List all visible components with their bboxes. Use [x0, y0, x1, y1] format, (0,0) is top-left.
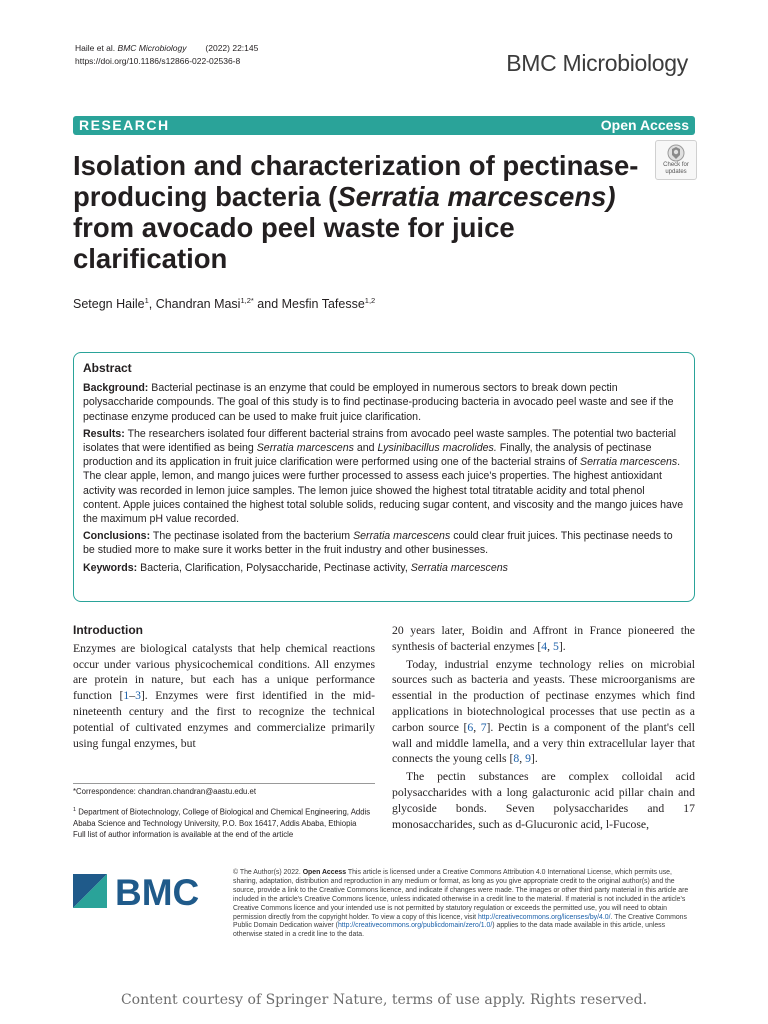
- paragraph-text: ,: [473, 720, 481, 734]
- check-updates-line1: Check for: [663, 162, 689, 168]
- background-text: Bacterial pectinase is an enzyme that could be employed in numerous sectors to break down pectin polysaccharide compounds. The goal of this study is to find pectinase-producing bacteria in avocado peel waste and see if the pectinase enzyme produced can be used to make fruit juice clarification.: [83, 382, 674, 423]
- conclusions-text: The pectinase isolated from the bacterium: [152, 530, 354, 543]
- body-paragraph: [392, 623, 695, 655]
- check-for-updates-button[interactable]: [655, 140, 697, 180]
- author-list: [73, 296, 375, 311]
- license-link[interactable]: http://creativecommons.org/licenses/by/4.0/: [477, 913, 611, 921]
- paragraph-text: ].: [530, 752, 538, 766]
- bmc-logo[interactable]: [73, 872, 213, 912]
- body-paragraph: The pectin substances are complex colloidal acid polysaccharides with a long galacturonic acid pillar chain and glycoside bonds. Seven polysaccharides and 17 monosaccharides, such as d-Glucuronic acid, l-Fucose,: [392, 770, 695, 831]
- reference-link[interactable]: 9: [525, 752, 531, 766]
- abstract-heading: Abstract: [83, 361, 132, 375]
- body-column-right: [392, 623, 695, 832]
- author-affiliation-sup: 1,2*: [240, 296, 254, 305]
- paragraph-text: ]. Pectin is a component of the plant's cell wall and middle lamella, and a very thin extracellular layer that connects the young cells [: [392, 720, 695, 766]
- results-text: The researchers isolated four different bacterial strains from avocado peel waste samples. The potential two bacterial isolates that were identified as being: [83, 427, 676, 455]
- results-italic: Lysinibacillus macrolides.: [377, 442, 497, 455]
- abstract-keywords: [83, 561, 685, 575]
- results-text: Finally, the analysis of pectinase production and its application in fruit juice clarification were performed using one of the bacterial strains of: [83, 442, 652, 469]
- body-column-left: [73, 623, 375, 751]
- author-name[interactable]: and Mesfin Tafesse: [253, 297, 365, 312]
- abstract-background: [83, 381, 685, 424]
- section-heading-introduction: Introduction: [73, 623, 143, 637]
- correspondence-note[interactable]: *Correspondence: chandran.chandran@aastu.edu.et: [73, 787, 257, 796]
- body-paragraph: [73, 641, 375, 752]
- doi-link[interactable]: https://doi.org/10.1186/s12866-022-02536-8: [75, 56, 241, 66]
- affiliation-text: Department of Biotechnology, College of Biological and Chemical Engineering, Addis Ababa Science and Technology University, P.O. Box 16417, Addis Ababa, Ethiopia: [73, 807, 371, 828]
- reference-link[interactable]: 1: [123, 689, 130, 703]
- keywords-text: Bacteria, Clarification, Polysaccharide, Pectinase activity,: [140, 561, 411, 574]
- keywords-label: Keywords:: [83, 561, 138, 574]
- license-notice: [233, 869, 693, 940]
- affiliation-note: [73, 805, 375, 829]
- article-title: [73, 150, 643, 274]
- reference-link[interactable]: 7: [480, 720, 487, 734]
- title-italic: Serratia marcescens): [337, 181, 616, 212]
- reference-link[interactable]: 4: [541, 639, 548, 653]
- paragraph-text: ,: [547, 639, 553, 653]
- paragraph-text: Enzymes are biological catalysts that help chemical reactions occur under various physicochemical conditions. All enzymes are protein in nature, but each has a unique performance function [: [73, 641, 375, 703]
- paragraph-text: ].: [558, 639, 566, 653]
- keywords-italic: Serratia marcescens: [410, 561, 508, 574]
- license-prefix: © The Author(s) 2022.: [233, 869, 303, 876]
- conclusions-italic: Serratia marcescens: [353, 530, 451, 543]
- check-updates-icon: [667, 144, 685, 162]
- license-text: This article is licensed under a Creative Commons Attribution 4.0 International License, which permits use, sharing, adaptation, distribution and reproduction in any medium or format, as long as you give appropriate credit to the original author(s) and the source, provide a link to the Creative Commons licence, and indicate if changes were made. The images or other third party material in this article are included in the article's Creative Commons licence, unless indicated otherwise in a credit line to the material. If material is not included in the article's Creative Commons licence and your intended use is not permitted by statutory regulation or exceeds the permitted use, you will need to obtain permission directly from the copyright holder. To view a copy of this licence, visit: [233, 869, 689, 921]
- author-name[interactable]: Setegn Haile: [73, 297, 145, 312]
- citation-authors: Haile et al.: [75, 43, 116, 53]
- reference-link[interactable]: 6: [467, 720, 474, 734]
- open-access-label: Open Access: [600, 117, 689, 133]
- author-name[interactable]: , Chandran Masi: [148, 297, 241, 312]
- paragraph-text: Today, industrial enzyme technology relies on microbial sources such as bacteria and yeasts. These microorganisms are essential in the production of pectinase enzymes which find applications in biotechnological processes that use pectin as a carbon source [: [392, 657, 695, 734]
- license-open-access: Open Access: [302, 869, 347, 876]
- courtesy-footer: Content courtesy of Springer Nature, terms of use apply. Rights reserved.: [120, 992, 648, 1008]
- license-link[interactable]: http://creativecommons.org/publicdomain/zero/1.0/: [337, 922, 493, 930]
- author-affiliation-sup: 1,2: [364, 296, 376, 305]
- bmc-logo-text: BMC: [115, 872, 200, 912]
- affiliation-sup: 1: [73, 807, 77, 813]
- citation-header: [75, 42, 258, 68]
- article-type-bar: [73, 116, 695, 135]
- paragraph-text: 20 years later, Boidin and Affront in France pioneered the synthesis of bacterial enzymes [: [392, 624, 695, 653]
- results-italic: Serratia marcescens: [256, 442, 354, 455]
- results-text: and: [353, 442, 378, 455]
- footnote-divider: [73, 783, 375, 784]
- license-text: . The Creative Commons Public Domain Dedication waiver (: [233, 913, 687, 930]
- reference-link[interactable]: 3: [135, 689, 141, 703]
- reference-link[interactable]: 8: [513, 752, 520, 766]
- journal-brand[interactable]: BMC Microbiology: [506, 50, 688, 76]
- research-label: RESEARCH: [79, 117, 170, 133]
- results-label: Results:: [83, 427, 125, 440]
- title-part2: from avocado peel waste for juice clarification: [73, 212, 515, 274]
- abstract-conclusions: [83, 529, 685, 557]
- full-list-note: Full list of author information is available at the end of the article: [73, 829, 294, 839]
- license-text: ) applies to the data made available in this article, unless otherwise stated in a credit line to the data.: [233, 922, 666, 939]
- citation-journal: BMC Microbiology: [117, 43, 187, 53]
- footnotes: [73, 786, 375, 840]
- reference-link[interactable]: 5: [552, 639, 559, 653]
- paragraph-text: –: [129, 689, 136, 703]
- check-updates-line2: updates: [665, 168, 687, 175]
- title-part1: Isolation and characterization of pectinase-producing bacteria (: [73, 150, 639, 212]
- conclusions-label: Conclusions:: [83, 530, 151, 543]
- abstract-box: [73, 352, 695, 602]
- background-label: Background:: [83, 382, 149, 395]
- results-italic: Serratia marcescens: [580, 456, 678, 469]
- citation-line: [75, 42, 258, 55]
- paragraph-text: ,: [519, 752, 526, 766]
- citation-year: (2022) 22:145: [205, 43, 259, 53]
- conclusions-text: could clear fruit juices. This pectinase needs to be studied more to make sure it works better in the fruit industry and other businesses.: [83, 530, 673, 557]
- abstract-results: [83, 427, 685, 526]
- results-text: . The clear apple, lemon, and mango juices were further processed to assess each juice's properties. The highest antioxidant activity was recorded in lemon juice samples. The lemon juice showed the highest total titratable acidity and total phenol content. Apple juices contained the highest total soluble solids, reducing sugar content, and viscosity and the mango juices have the maximum pH value recorded.: [83, 456, 684, 526]
- paragraph-text: ]. Enzymes were first identified in the mid-nineteenth century and the first to recognize the technical potential of cultivated enzymes and commercialize primarily using fungal enzymes, but: [73, 689, 376, 750]
- author-affiliation-sup: 1: [144, 296, 149, 305]
- body-paragraph: [392, 657, 695, 768]
